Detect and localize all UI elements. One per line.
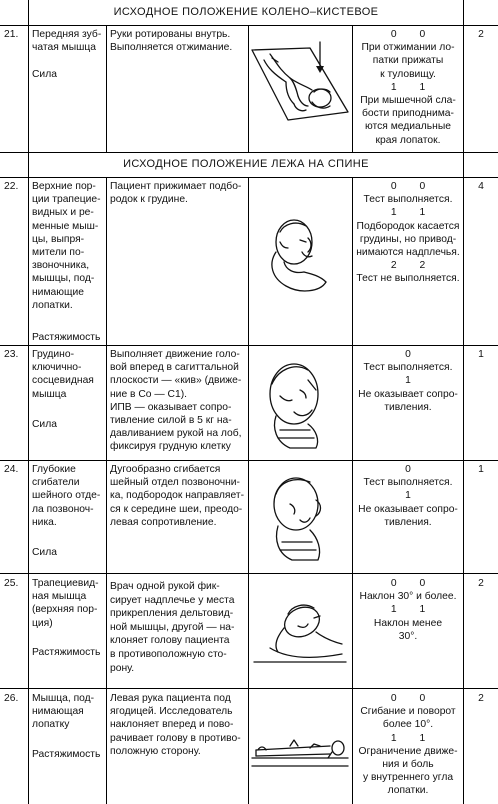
grid-line <box>106 177 107 804</box>
row-number: 23. <box>4 349 19 360</box>
grid-line <box>352 25 353 152</box>
grid-line <box>248 177 249 804</box>
score: 1 <box>478 349 484 360</box>
section-header: ИСХОДНОЕ ПОЛОЖЕНИЕ ЛЕЖА НА СПИНЕ <box>123 158 369 170</box>
test-type: Сила <box>32 547 57 558</box>
criteria-text: 0 0 При отжимании ло- патки прижаты к туловищу. 1 1 При мышечной сла- бости приподнима- ются медиальные края лопаток. <box>360 29 456 146</box>
muscle-name: Верхние пор- ции трапецие- видных и ре- менные мыш- цы, выпря- мители по- звоночника, мышцы, под- нимающие лопатки. <box>32 181 101 311</box>
grid-line <box>0 573 498 574</box>
criteria-text: 0 0 Сгибание и поворот более 10°. 1 1 Ограничение движе- ния и боль у внутреннего угла лопатки. <box>358 693 458 797</box>
grid-line <box>28 0 29 804</box>
grid-line <box>0 177 498 178</box>
section-header: ИСХОДНОЕ ПОЛОЖЕНИЕ КОЛЕНО–КИСТЕВОЕ <box>113 6 379 18</box>
grid-line <box>248 25 249 152</box>
grid-line <box>463 0 464 804</box>
row-number: 22. <box>4 181 19 192</box>
grid-line <box>0 152 498 153</box>
supine-lying-figure <box>250 724 350 776</box>
test-type: Сила <box>32 69 57 80</box>
criteria-text: 0 Тест выполняется. 1 Не оказывает сопро- тивления. <box>358 349 458 413</box>
test-type: Растяжимость <box>32 647 101 658</box>
score: 2 <box>478 693 484 704</box>
muscle-name: Передняя зуб- чатая мышца <box>32 29 102 54</box>
criteria-text: 0 Тест выполняется. 1 Не оказывает сопро- тивления. <box>358 464 458 528</box>
grid-line <box>106 25 107 152</box>
test-method: Выполняет движение голо- вой вперед в сагиттальной плоскости — «кив» (движе- ние в Со — С1). ИПВ — оказывает сопро- тивление силой в 5 кг на- давливанием рукой на лоб, фиксируя грудную клетку <box>110 349 242 453</box>
score: 4 <box>478 181 484 192</box>
test-method: Врач одной рукой фик- сирует надплечье у места прикрепления дельтовид- ной мышцы, другой — на- клоняет голову пациента в противоположную сто- рону. <box>110 581 235 674</box>
grid-line <box>352 177 353 804</box>
grid-line <box>0 688 498 689</box>
head-chin-to-chest-figure <box>250 212 350 300</box>
head-tilt-figure <box>250 592 350 670</box>
muscle-name: Глубокие сгибатели шейного отде- ла позвоноч- ника. <box>32 464 101 528</box>
muscle-name: Трапециевид- ная мышца (верхняя пор- ция) <box>32 578 99 629</box>
muscle-name: Мышца, под- нимающая лопатку <box>32 693 95 731</box>
score: 2 <box>478 29 484 40</box>
grid-line <box>0 345 498 346</box>
head-nod-resistance-figure <box>250 356 350 452</box>
test-method: Левая рука пациента под ягодицей. Исследователь наклоняет вперед и пово- рачивает голову в противо- положную сторону. <box>110 693 241 757</box>
row-number: 21. <box>4 29 19 40</box>
score: 2 <box>478 578 484 589</box>
head-flexion-resistance-figure <box>250 470 350 566</box>
test-method: Руки ротированы внутрь. Выполняется отжимание. <box>110 29 233 54</box>
row-number: 24. <box>4 464 19 475</box>
score: 1 <box>478 464 484 475</box>
test-method: Дугообразно сгибается шейный отдел позвоночни- ка, подбородок направляет- ся к середине шеи, преодо- левая сопротивление. <box>110 464 245 528</box>
test-type: Растяжимость <box>32 749 101 760</box>
criteria-text: 0 0 Наклон 30° и более. 1 1 Наклон менее 30°. <box>359 578 457 642</box>
test-type: Растяжимость <box>32 332 101 343</box>
row-number: 26. <box>4 693 19 704</box>
test-method: Пациент прижимает подбо- родок к грудине. <box>110 181 242 206</box>
row-number: 25. <box>4 578 19 589</box>
grid-line <box>0 460 498 461</box>
grid-line <box>0 25 498 26</box>
test-type: Сила <box>32 419 57 430</box>
knee-wrist-pushup-figure <box>250 40 350 126</box>
muscle-name: Грудино- ключично- сосцевидная мышца <box>32 349 94 400</box>
criteria-text: 0 0 Тест выполняется. 1 1 Подбородок касается грудины, но привод- нимаются надплечья. 2 2 Тест не выполняется. <box>356 181 460 285</box>
